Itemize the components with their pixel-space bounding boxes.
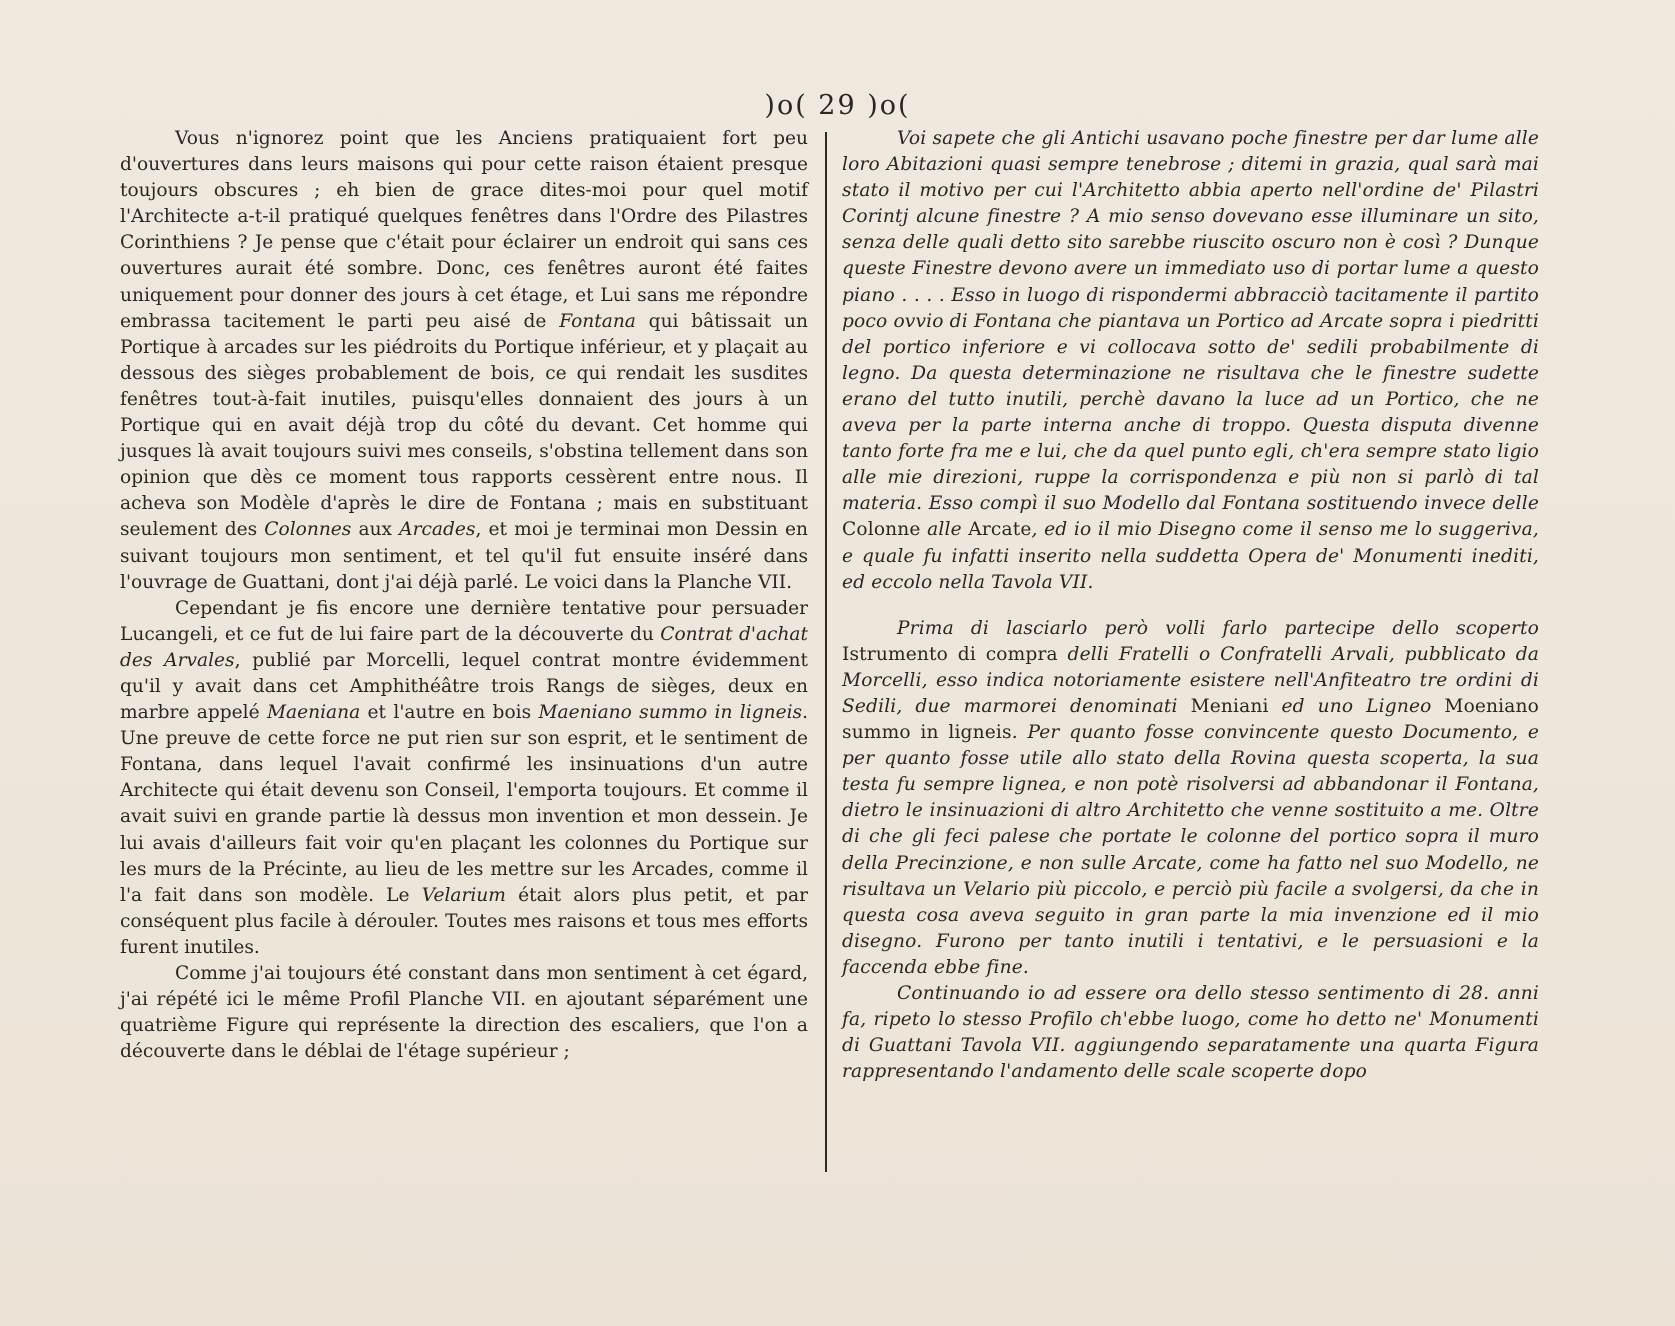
french-paragraph-2: [120, 596, 808, 961]
italic-term: Contrat d'achat des Arvales: [120, 623, 808, 671]
text-run: , publié par Morcelli, lequel contrat montre évidemment qu'il y avait dans cet Amphithéâtre trois Rangs de sièges, deux en marbre appelé: [120, 649, 808, 724]
upright-term: Arcate: [968, 519, 1032, 541]
page-number-header: )o( 29 )o(: [764, 90, 911, 121]
italian-paragraph-1: [842, 126, 1539, 596]
text-run: alle: [920, 519, 969, 541]
italic-term: Arcades: [399, 519, 476, 541]
text-run: Vous n'ignorez point que les Anciens pratiquaient fort peu d'ouvertures dans leurs maisons qui pour cette raison étaient presque toujours obscures ; eh bien de grace dites-moi pour quel motif l'Architecte a-t-il pratiqué quelques fenêtres dans l'Ordre des Pilastres Corinthiens ? Je pense que c'était pour éclairer un endroit qui sans ces ouvertures aurait été sombre. Donc, ces fenêtres auront été faites uniquement pour donner des jours à cet étage, et Lui sans me répondre embrassa tacitement le parti peu aisé de: [120, 128, 808, 332]
text-run: . Per quanto fosse convincente questo Documento, e per quanto fosse utile allo stato della Rovina questa scoperta, la sua testa fu sempre lignea, e non potè risolversi ad abbandonar il Fontana, dietro le insinuazioni di altro Architetto che venne sostituito a me. Oltre di che gli feci palese che portate le colonne del portico sopra il muro della Precinzione, e non sulle Arcate, come ha fatto nel suo Modello, ne risultava un Velario più piccolo, e perciò più facile a svolgersi, da che in questa cosa aveva seguito in gran parte la mia invenzione ed il mio disegno. Furono per tanto inutili i tentativi, e le persuasioni e la faccenda ebbe fine.: [842, 722, 1539, 978]
italic-term: Velarium: [421, 884, 506, 906]
text-run: aux: [351, 519, 400, 541]
text-run: ed uno Ligneo: [1268, 695, 1445, 717]
text-run: Voi sapete che gli Antichi usavano poche finestre per dar lume alle loro Abitazioni quasi sempre tenebrose ; ditemi in grazia, qual sarà mai stato il motivo per cui l'Architetto abbia aperto nell'ordine de' Pilastri Corintj alcune finestre ? A mio senso dovevano esse illuminare un sito, senza delle quali detto sito sarebbe riuscito oscuro non è così ? Dunque queste Finestre devono avere un immediato uso di portar lume a questo piano . . . . Esso in luogo di rispondermi abbracciò tacitamente il partito poco ovvio di: [842, 128, 1539, 332]
italic-name: Fontana: [559, 310, 636, 332]
column-divider: [825, 132, 827, 1172]
upright-term: Colonne: [842, 519, 921, 541]
upright-term: Moeniano summo in ligneis: [842, 695, 1539, 744]
upright-term: Istrumento di compra: [842, 643, 1058, 665]
upright-term: Meniani: [1190, 695, 1269, 717]
text-run: Prima di lasciarlo però volli farlo partecipe dello scoperto: [897, 617, 1539, 639]
text-run: che piantava un Portico ad Arcate sopra i piedritti del portico inferiore e vi collocava sotto de' sedili probabilmente di legno. Da questa determinazione ne risultava che le finestre sudette erano del tutto inutili, perchè davano la luce ad un Portico, che ne aveva per la parte interna anche di troppo. Questa disputa divenne tanto forte fra me e lui, che da quel punto egli, ch'era sempre stato ligio alle mie direzioni, ruppe la corrispondenza e più non si parlò di tal materia. Esso compì il suo Modello dal Fontana sostituendo invece delle: [842, 310, 1539, 515]
italian-paragraph-3: Continuando io ad essere ora dello stesso sentimento di 28. anni fa, ripeto lo stesso Profilo ch'ebbe luogo, come ho detto ne' Monumenti di Guattani Tavola VII. aggiungendo separatamente una quarta Figura rappresentando l'andamento delle scale scoperte dopo: [842, 983, 1539, 1083]
italian-paragraph-2: [842, 616, 1539, 981]
text-run: , et moi je terminai mon Dessin en suivant toujours mon sentiment, et tel qu'il fut ensuite inséré dans l'ouvrage de Guattani, dont j'ai déjà parlé. Le voici dans la Planche VII.: [120, 519, 808, 593]
text-run: , ed io il mio Disegno come il senso me lo suggeriva, e quale fu infatti inserito nella suddetta Opera de' Monumenti inediti, ed eccolo nella Tavola VII.: [842, 519, 1539, 593]
italic-term: Colonnes: [264, 519, 352, 541]
text-run: et l'autre en bois: [360, 702, 539, 724]
italian-column: [842, 126, 1539, 1085]
french-paragraph-3: Comme j'ai toujours été constant dans mon sentiment à cet égard, j'ai répété ici le même Profil Planche VII. en ajoutant séparément une quatrième Figure qui représente la direction des escaliers, que l'on a découverte dans le déblai de l'étage supérieur ;: [120, 963, 808, 1063]
french-paragraph-1: [120, 126, 808, 596]
italic-term: Maeniano summo in ligneis: [538, 702, 803, 724]
text-run: delli Fratelli o Confratelli Arvali, pubblicato da Morcelli, esso indica notoriamente esistere nell'Anfiteatro tre ordini di Sedili, due marmorei denominati: [842, 643, 1539, 717]
italic-term: Maeniana: [266, 702, 361, 724]
french-column: [120, 126, 808, 1065]
text-run: Cependant je fis encore une dernière tentative pour persuader Lucangeli, et ce fut de lui faire part de la découverte du: [120, 597, 808, 645]
text-run: était alors plus petit, et par conséquent plus facile à dérouler. Toutes mes raisons et tous mes efforts furent inutiles.: [120, 884, 809, 958]
text-run: Fontana: [973, 310, 1052, 332]
text-run: qui bâtissait un Portique à arcades sur les piédroits du Portique inférieur, et y plaçait au dessous des sièges probablement de bois, ce qui rendait les susdites fenêtres tout-à-fait inutiles, puisqu'elles donnaient des jours à un Portique qui en avait déjà trop du côté du devant. Cet homme qui jusques là avait toujours suivi mes conseils, s'obstina tellement dans son opinion que dès ce moment tous rapports cessèrent entre nous. Il acheva son Modèle d'après le dire de Fontana ; mais en substituant seulement des: [120, 310, 808, 541]
text-run: . Une preuve de cette force ne put rien sur son esprit, et le sentiment de Fontana, dans lequel l'avait confirmé les insinuations d'un autre Architecte qui était devenu son Conseil, l'emporta toujours. Et comme il avait suivi en grande partie là dessus mon invention et mon dessein. Je lui avais d'ailleurs fait voir qu'en plaçant les colonnes du Portique sur les murs de la Précinte, au lieu de les mettre sur les Arcades, comme il l'a fait dans son modèle. Le: [120, 702, 808, 906]
